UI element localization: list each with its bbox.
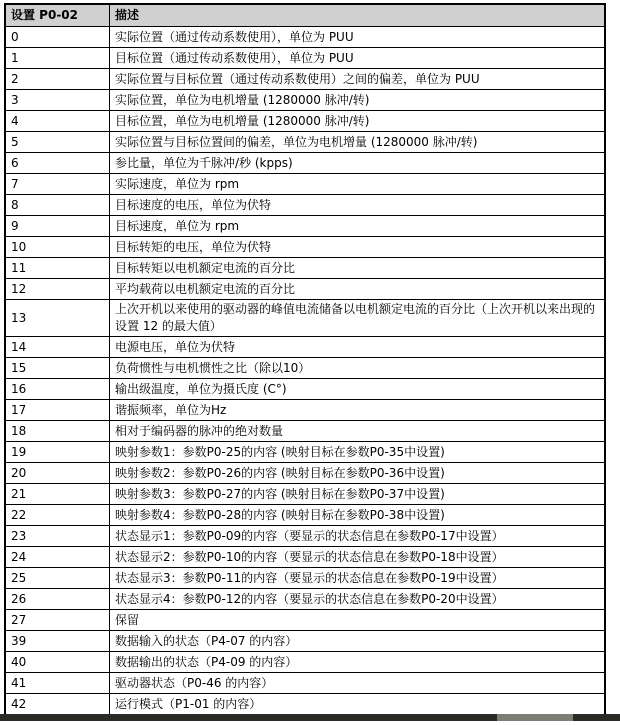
setting-value-cell: 8	[5, 195, 110, 216]
table-row	[5, 421, 605, 442]
setting-value-cell: 13	[5, 300, 110, 337]
table-row	[5, 589, 605, 610]
table-row	[5, 153, 605, 174]
table-row	[5, 442, 605, 463]
setting-value-cell: 5	[5, 132, 110, 153]
description-cell: 谐振频率，单位为Hz	[110, 400, 606, 421]
table-row	[5, 673, 605, 694]
description-cell: 状态显示4：参数P0-12的内容（要显示的状态信息在参数P0-20中设置）	[110, 589, 606, 610]
table-row	[5, 400, 605, 421]
setting-value-cell: 22	[5, 505, 110, 526]
header-cell-setting: 设置 P0-02	[5, 4, 110, 27]
description-cell: 驱动器状态（P0-46 的内容）	[110, 673, 606, 694]
description-cell: 状态显示2：参数P0-10的内容（要显示的状态信息在参数P0-18中设置）	[110, 547, 606, 568]
table-row	[5, 379, 605, 400]
setting-value-cell: 3	[5, 90, 110, 111]
table-row	[5, 195, 605, 216]
setting-value-cell: 14	[5, 337, 110, 358]
description-cell: 目标位置（通过传动系数使用），单位为 PUU	[110, 48, 606, 69]
parameter-table	[4, 3, 606, 716]
table-row	[5, 463, 605, 484]
description-cell: 运行模式（P1-01 的内容）	[110, 694, 606, 716]
setting-value-cell: 1	[5, 48, 110, 69]
table-row	[5, 69, 605, 90]
description-cell: 目标位置，单位为电机增量 (1280000 脉冲/转)	[110, 111, 606, 132]
setting-value-cell: 6	[5, 153, 110, 174]
description-cell: 保留	[110, 610, 606, 631]
description-cell: 数据输入的状态（P4-07 的内容）	[110, 631, 606, 652]
table-row	[5, 484, 605, 505]
table-row	[5, 174, 605, 195]
table-row	[5, 631, 605, 652]
setting-value-cell: 0	[5, 27, 110, 48]
table-row	[5, 358, 605, 379]
table-row	[5, 279, 605, 300]
table-row	[5, 90, 605, 111]
setting-value-cell: 2	[5, 69, 110, 90]
setting-value-cell: 26	[5, 589, 110, 610]
description-cell: 平均载荷以电机额定电流的百分比	[110, 279, 606, 300]
table-row	[5, 27, 605, 48]
description-cell: 映射参数3：参数P0-27的内容 (映射目标在参数P0-37中设置)	[110, 484, 606, 505]
description-cell: 状态显示3：参数P0-11的内容（要显示的状态信息在参数P0-19中设置）	[110, 568, 606, 589]
header-cell-description: 描述	[110, 4, 606, 27]
horizontal-scrollbar-thumb[interactable]	[497, 714, 573, 721]
setting-value-cell: 21	[5, 484, 110, 505]
setting-value-cell: 11	[5, 258, 110, 279]
description-cell: 相对于编码器的脉冲的绝对数量	[110, 421, 606, 442]
description-cell: 输出级温度，单位为摄氏度 (C°)	[110, 379, 606, 400]
table-row	[5, 547, 605, 568]
setting-value-cell: 15	[5, 358, 110, 379]
description-cell: 实际位置（通过传动系数使用），单位为 PUU	[110, 27, 606, 48]
description-cell: 实际位置与目标位置（通过传动系数使用）之间的偏差，单位为 PUU	[110, 69, 606, 90]
description-cell: 实际速度，单位为 rpm	[110, 174, 606, 195]
table-row	[5, 526, 605, 547]
description-cell: 映射参数4：参数P0-28的内容 (映射目标在参数P0-38中设置)	[110, 505, 606, 526]
setting-value-cell: 16	[5, 379, 110, 400]
setting-value-cell: 10	[5, 237, 110, 258]
description-cell: 状态显示1：参数P0-09的内容（要显示的状态信息在参数P0-17中设置）	[110, 526, 606, 547]
table-body	[5, 27, 605, 716]
setting-value-cell: 25	[5, 568, 110, 589]
setting-value-cell: 12	[5, 279, 110, 300]
table-row	[5, 300, 605, 337]
description-cell: 目标转矩的电压，单位为伏特	[110, 237, 606, 258]
table-row	[5, 337, 605, 358]
description-cell: 目标速度的电压，单位为伏特	[110, 195, 606, 216]
horizontal-scrollbar[interactable]	[0, 714, 620, 721]
table-row	[5, 568, 605, 589]
description-cell: 参比量，单位为千脉冲/秒 (kpps)	[110, 153, 606, 174]
description-cell: 实际位置，单位为电机增量 (1280000 脉冲/转)	[110, 90, 606, 111]
setting-value-cell: 24	[5, 547, 110, 568]
table-row	[5, 652, 605, 673]
table-row	[5, 237, 605, 258]
description-cell: 目标速度，单位为 rpm	[110, 216, 606, 237]
header-row	[5, 4, 605, 27]
setting-value-cell: 42	[5, 694, 110, 716]
setting-value-cell: 27	[5, 610, 110, 631]
table-row	[5, 216, 605, 237]
description-cell: 映射参数2：参数P0-26的内容 (映射目标在参数P0-36中设置)	[110, 463, 606, 484]
setting-value-cell: 9	[5, 216, 110, 237]
setting-value-cell: 17	[5, 400, 110, 421]
table-row	[5, 132, 605, 153]
description-cell: 目标转矩以电机额定电流的百分比	[110, 258, 606, 279]
setting-value-cell: 40	[5, 652, 110, 673]
table-row	[5, 48, 605, 69]
setting-value-cell: 4	[5, 111, 110, 132]
table-row	[5, 694, 605, 716]
setting-value-cell: 23	[5, 526, 110, 547]
table-row	[5, 258, 605, 279]
setting-value-cell: 20	[5, 463, 110, 484]
table-header	[5, 4, 605, 27]
description-cell: 电源电压，单位为伏特	[110, 337, 606, 358]
description-cell: 上次开机以来使用的驱动器的峰值电流储备以电机额定电流的百分比（上次开机以来出现的设置 12 的最大值）	[110, 300, 606, 337]
setting-value-cell: 39	[5, 631, 110, 652]
setting-value-cell: 7	[5, 174, 110, 195]
table-row	[5, 111, 605, 132]
description-cell: 映射参数1：参数P0-25的内容 (映射目标在参数P0-35中设置)	[110, 442, 606, 463]
table-row	[5, 505, 605, 526]
setting-value-cell: 18	[5, 421, 110, 442]
setting-value-cell: 41	[5, 673, 110, 694]
description-cell: 负荷惯性与电机惯性之比（除以10）	[110, 358, 606, 379]
description-cell: 数据输出的状态（P4-09 的内容）	[110, 652, 606, 673]
table-row	[5, 610, 605, 631]
description-cell: 实际位置与目标位置间的偏差，单位为电机增量 (1280000 脉冲/转)	[110, 132, 606, 153]
setting-value-cell: 19	[5, 442, 110, 463]
